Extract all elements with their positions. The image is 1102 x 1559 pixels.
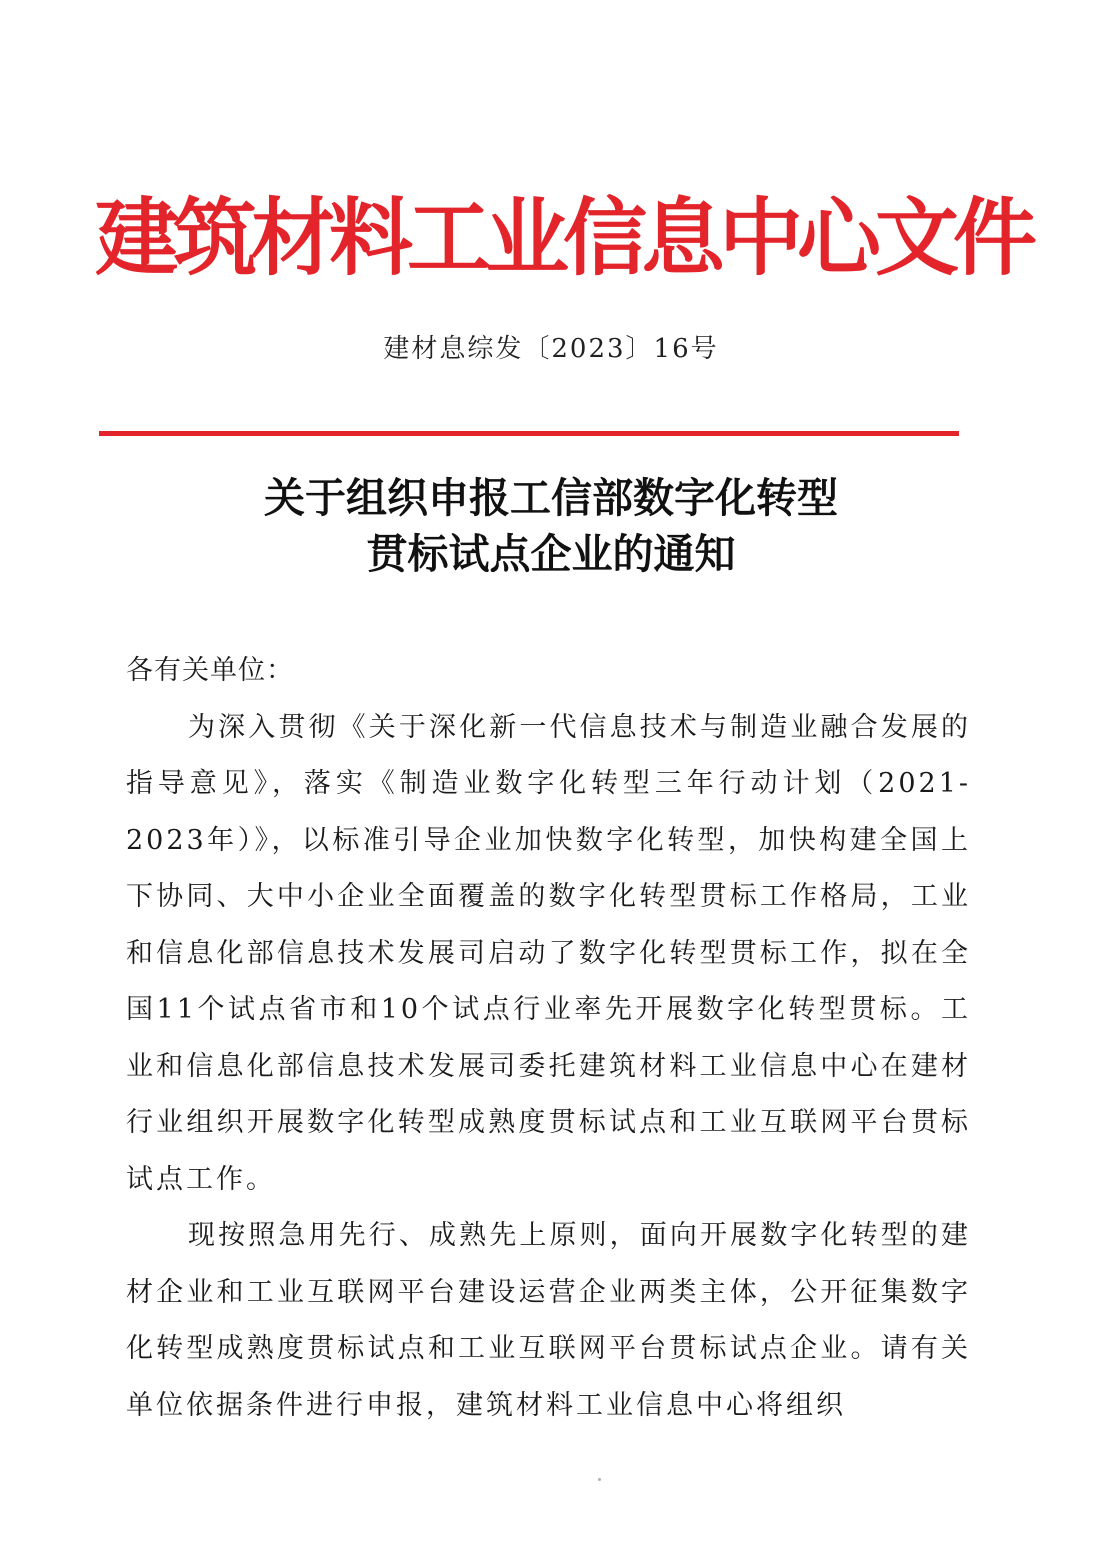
masthead-title: 建筑材料工业信息中心文件 xyxy=(95,189,1032,287)
red-divider-line xyxy=(99,431,959,436)
body-paragraph-2: 现按照急用先行、成熟先上原则，面向开展数字化转型的建材企业和工业互联网平台建设运营企业两类主体，公开征集数字化转型成熟度贯标试点和工业互联网平台贯标试点企业。请有关单位依据条件进行申报，建筑材料工业信息中心将组织 xyxy=(126,1220,971,1421)
scan-speck xyxy=(598,1478,601,1481)
body-paragraph-1: 为深入贯彻《关于深化新一代信息技术与制造业融合发展的指导意见》，落实《制造业数字化转型三年行动计划（2021-2023年）》，以标准引导企业加快数字化转型，加快构建全国上下协同、大中小企业全面覆盖的数字化转型贯标工作格局，工业和信息化部信息技术发展司启动了数字化转型贯标工作，拟在全国11个试点省市和10个试点行业率先开展数字化转型贯标。工业和信息化部信息技术发展司委托建筑材料工业信息中心在建材行业组织开展数字化转型成熟度贯标试点和工业互联网平台贯标试点工作。 xyxy=(126,711,971,1195)
notice-title xyxy=(0,470,1102,582)
notice-title-line-2: 贯标试点企业的通知 xyxy=(366,530,736,578)
document-number: 建材息综发〔2023〕16号 xyxy=(383,334,719,364)
notice-title-line-1: 关于组织申报工信部数字化转型 xyxy=(264,474,838,522)
salutation: 各有关单位： xyxy=(126,655,294,686)
notice-body xyxy=(126,643,971,1434)
